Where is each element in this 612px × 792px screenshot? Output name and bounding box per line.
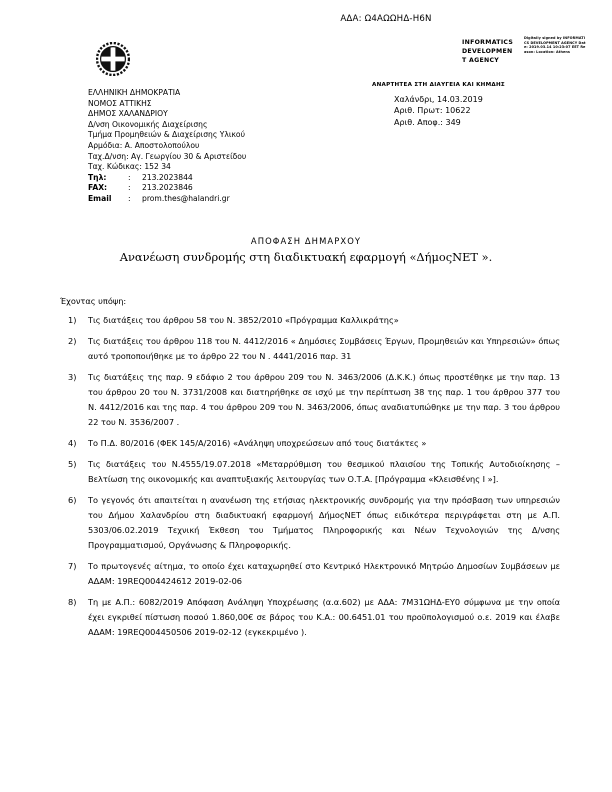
sender-line: Αρμόδια: Α. Αποστολοπούλου xyxy=(88,140,200,150)
preamble-text: Έχοντας υπόψη: xyxy=(60,296,127,306)
agency-logo-line-3: T AGENCY xyxy=(462,57,500,64)
list-item-number: 3) xyxy=(68,371,77,382)
list-item-number: 5) xyxy=(68,458,77,469)
list-item xyxy=(60,493,560,554)
contact-email-value: prom.thes@halandri.gr xyxy=(142,193,230,203)
contact-phone-label: Τηλ: xyxy=(88,172,107,182)
list-item-number: 6) xyxy=(68,494,77,505)
list-item-text: Τις διατάξεις του άρθρου 58 του Ν. 3852/2010 «Πρόγραμμα Καλλικράτης» xyxy=(88,315,399,325)
protocol-number: Αριθ. Πρωτ: 10622 xyxy=(394,106,471,115)
contact-email-label: Εmail xyxy=(88,193,112,203)
list-item-text: Τις διατάξεις του άρθρου 118 του Ν. 4412/2016 « Δημόσιες Συμβάσεις Έργων, Προμηθειών και Υπηρεσιών» όπως αυτό τροποποιήθηκε με το άρθρο 22 του Ν . 4441/2016 παρ. 31 xyxy=(88,335,560,361)
issuing-authority-block xyxy=(88,88,328,205)
list-item-number: 8) xyxy=(68,596,77,607)
list-item xyxy=(60,436,560,451)
document-kind-heading: ΑΠΟΦΑΣΗ ΔΗΜΑΡΧΟΥ xyxy=(250,236,362,246)
list-item-number: 2) xyxy=(68,335,77,346)
list-item-number: 1) xyxy=(68,315,77,325)
list-item xyxy=(60,595,560,641)
sender-line: ΝΟΜΟΣ ΑΤΤΙΚΗΣ xyxy=(88,98,152,108)
sender-line: Δ/νση Οικονομικής Διαχείρισης xyxy=(88,119,208,129)
contact-phone-value: 213.2023844 xyxy=(142,172,193,182)
agency-logo-line-1: INFORMATICS xyxy=(462,39,514,46)
contact-email-separator: : xyxy=(128,193,131,203)
place-and-date: Χαλάνδρι, 14.03.2019 xyxy=(394,94,483,104)
publication-notice: ΑΝΑΡΤΗΤΕΑ ΣΤΗ ΔΙΑΥΓΕΙΑ ΚΑΙ ΚΗΜΔΗΣ xyxy=(372,82,506,88)
list-item-text: Το Π.Δ. 80/2016 (ΦΕΚ 145/Α/2016) «Ανάληψη υποχρεώσεων από τους διατάκτες » xyxy=(88,437,427,448)
list-item xyxy=(60,559,560,589)
contact-fax-separator: : xyxy=(128,183,131,193)
sender-line: Ταχ.Δ/νση: Αγ. Γεωργίου 30 & Αριστείδου xyxy=(88,151,247,161)
list-item-text: Το γεγονός ότι απαιτείται η ανανέωση της ετήσιας ηλεκτρονικής συνδρομής για την πρόσβαση των υπηρεσιών του Δήμου Χαλανδρίου στη διαδικτυακή εφαρμογή ΔήμοςΝΕΤ όπως ειδικότερα περιγράφεται στη με Α.Π. 5303/06.02.2019 Τεχνική Έκθεση του Τμήματος Πληροφορικής και Νέων Τεχνολογιών της Δ/νσης Προγραμματισμού, Οργάνωσης & Πληροφορικής. xyxy=(88,494,560,551)
considerations-list xyxy=(60,313,560,640)
list-item-number: 4) xyxy=(68,437,77,448)
contact-fax xyxy=(88,183,328,194)
list-item-text: Τις διατάξεις της παρ. 9 εδάφιο 2 του άρθρου 209 του Ν. 3463/2006 (Δ.Κ.Κ.) όπως προστέθηκε με την παρ. 13 του άρθρου 20 του Ν. 3731/2008 και διατηρήθηκε σε ισχύ με την περίπτωση 38 της παρ. 1 του άρθρου 377 του Ν. 4412/2016 και της παρ. 4 του άρθρου 209 του Ν. 3463/2006, όπως αναδιατυπώθηκε με την παρ. 3 του άρθρου 22 του Ν. 3536/2007 . xyxy=(88,371,560,428)
sender-line: Τμήμα Προμηθειών & Διαχείρισης Υλικού xyxy=(88,130,245,140)
contact-fax-value: 213.2023846 xyxy=(142,183,193,193)
sender-line: Ταχ. Κώδικας: 152 34 xyxy=(88,162,171,172)
sender-line: ΔΗΜΟΣ ΧΑΛΑΝΔΡΙΟΥ xyxy=(88,109,168,119)
contact-phone-separator: : xyxy=(128,172,131,182)
document-body xyxy=(60,296,560,646)
ada-header-line: ΑΔΑ: Ω4ΑΩΩΗΔ-Η6Ν xyxy=(340,14,432,24)
decision-number: Αριθ. Αποφ.: 349 xyxy=(394,117,461,127)
list-item-text: Τις διατάξεις του Ν.4555/19.07.2018 «Μεταρρύθμιση του θεσμικού πλαισίου της Τοπικής Αυτοδιοίκησης – Βελτίωση της οικονομικής και αναπτυξιακής λειτουργίας των Ο.Τ.Α. [Πρόγραμμα «Κλεισθένης Ι »]. xyxy=(88,458,560,484)
document-subject-heading: Ανανέωση συνδρομής στη διαδικτυακή εφαρμογή «ΔήμοςΝΕΤ ». xyxy=(119,250,493,264)
informatics-development-agency-logo xyxy=(462,38,520,65)
list-item xyxy=(60,457,560,487)
document-meta-block xyxy=(372,80,587,128)
agency-logo-line-2: DEVELOPMEN xyxy=(462,48,513,55)
contact-phone xyxy=(88,173,328,184)
list-item xyxy=(60,370,560,431)
list-item-text: Το πρωτογενές αίτημα, το οποίο έχει καταχωρηθεί στο Κεντρικό Ηλεκτρονικό Μητρώο Δημοσίων Συμβάσεων με ΑΔΑΜ: 19REQ004424612 2019-02-06 xyxy=(88,560,560,587)
list-item-text: Τη με Α.Π.: 6082/2019 Απόφαση Ανάληψη Υποχρέωσης (α.α.602) με ΑΔΑ: 7Μ31ΩΗΔ-ΕΥ0 σύμφωνα με την οποία έχει εγκριθεί πίστωση ποσού 1.860,00€ σε βάρος του Κ.Α.: 00.6451.01 του προϋπολογισμού ο.ε. 2019 και έλαβε ΑΔΑΜ: 19REQ004450506 2019-02-12 (εγκεκριμένο ). xyxy=(88,596,560,638)
list-item xyxy=(60,334,560,364)
contact-fax-label: FAX: xyxy=(88,183,108,193)
contact-email xyxy=(88,194,328,205)
list-item-number: 7) xyxy=(68,560,77,571)
list-item xyxy=(60,313,560,328)
digital-signature-stamp: Digitally signed by INFORMATICS DEVELOPMENT AGENCY Date: 2019.03.14 10:23:07 EET Reason: Location: Athens xyxy=(524,36,586,54)
sender-line: ΕΛΛΗΝΙΚΗ ΔΗΜΟΚΡΑΤΙΑ xyxy=(88,88,181,97)
hellenic-republic-coat-of-arms-icon xyxy=(96,42,130,76)
